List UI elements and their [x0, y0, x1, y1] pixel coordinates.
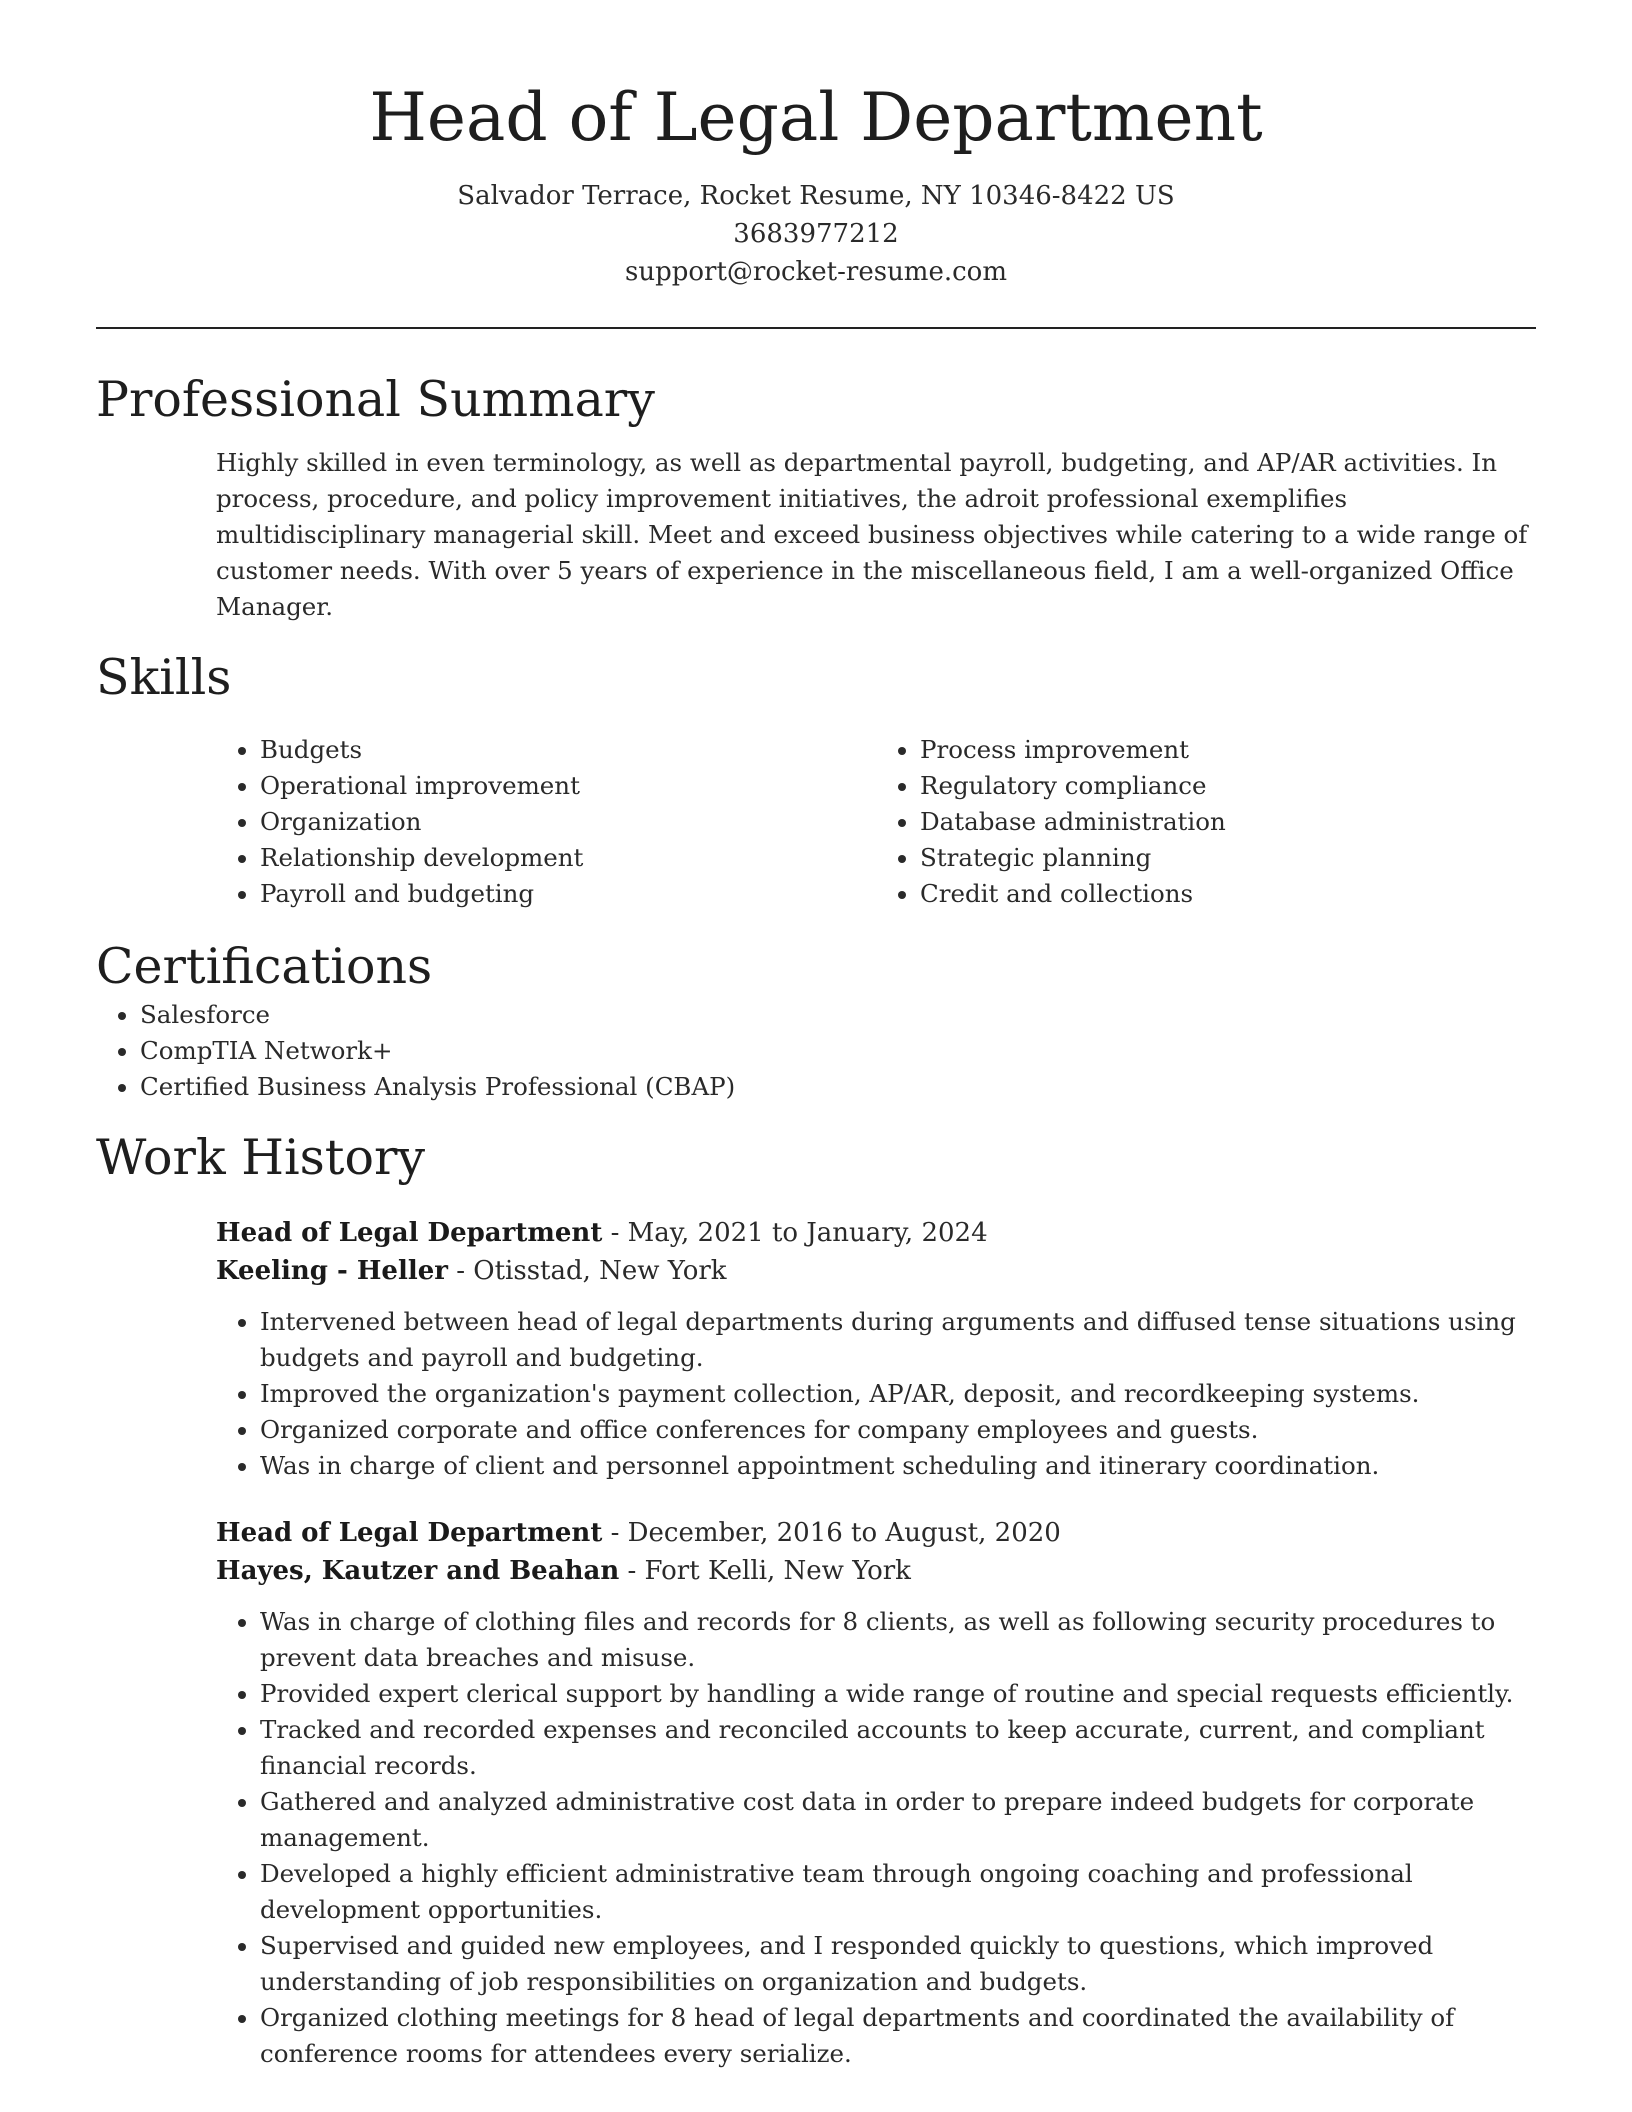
job-company-line [216, 1552, 1536, 1590]
contact-email: support@rocket-resume.com [624, 256, 1007, 287]
job-bullets [216, 1604, 1536, 2072]
certification-item: • CompTIA Network+ [140, 1033, 1536, 1069]
job-bullet: • Tracked and recorded expenses and reconciled accounts to keep accurate, current, and compliant financial records. [260, 1712, 1536, 1784]
skill-item: • Credit and collections [920, 876, 1536, 912]
job-bullet: • Organized clothing meetings for 8 head of legal departments and coordinated the availability of conference rooms for attendees every serialize. [260, 2000, 1536, 2072]
job-bullet: • Was in charge of clothing files and records for 8 clients, as well as following security procedures to prevent data breaches and misuse. [260, 1604, 1536, 1676]
skill-item: • Budgets [260, 732, 876, 768]
skills-column-left [216, 732, 876, 912]
skills-grid [216, 732, 1536, 912]
contact-address: Salvador Terrace, Rocket Resume, NY 10346-8422 US [457, 180, 1175, 211]
skill-item: • Database administration [920, 804, 1536, 840]
job-bullet: • Developed a highly efficient administrative team through ongoing coaching and professional development opportunities. [260, 1856, 1536, 1928]
job-bullet: • Provided expert clerical support by handling a wide range of routine and special requests efficiently. [260, 1676, 1536, 1712]
job-location: - Otisstad, New York [447, 1255, 727, 1286]
job-dates: - May, 2021 to January, 2024 [602, 1217, 988, 1248]
skill-item: • Organization [260, 804, 876, 840]
certification-item: • Salesforce [140, 997, 1536, 1033]
job-bullet: • Supervised and guided new employees, and I responded quickly to questions, which improved understanding of job responsibilities on organization and budgets. [260, 1928, 1536, 2000]
job-title-line [216, 1514, 1536, 1552]
summary-text: Highly skilled in even terminology, as well as departmental payroll, budgeting, and AP/AR activities. In process, procedure, and policy improvement initiatives, the adroit professional exemplifies multidisciplinary managerial skill. Meet and exceed business objectives while catering to a wide range of customer needs. With over 5 years of experience in the miscellaneous field, I am a well-organized Office Manager. [216, 448, 1528, 622]
job-role: Head of Legal Department [216, 1517, 603, 1548]
skills-column-right [876, 732, 1536, 912]
skill-item: • Regulatory compliance [920, 768, 1536, 804]
summary-heading: Professional Summary [96, 370, 655, 428]
job-title-line [216, 1214, 1536, 1252]
job-role: Head of Legal Department [216, 1217, 603, 1248]
job-bullet: • Gathered and analyzed administrative cost data in order to prepare indeed budgets for corporate management. [260, 1784, 1536, 1856]
skill-item: • Payroll and budgeting [260, 876, 876, 912]
job-bullet: • Intervened between head of legal departments during arguments and diffused tense situations using budgets and payroll and budgeting. [260, 1304, 1536, 1376]
job-company: Keeling - Heller [216, 1255, 448, 1286]
job-location: - Fort Kelli, New York [619, 1555, 911, 1586]
resume-header [96, 0, 1536, 291]
job-bullet: • Improved the organization's payment collection, AP/AR, deposit, and recordkeeping systems. [260, 1376, 1536, 1412]
skill-item: • Strategic planning [920, 840, 1536, 876]
certifications-heading: Certifications [96, 938, 433, 996]
header-divider [96, 327, 1536, 329]
job-bullets [216, 1304, 1536, 1484]
job-entry [216, 1514, 1536, 2072]
contact-phone: 3683977212 [733, 218, 899, 249]
skill-item: • Relationship development [260, 840, 876, 876]
certification-item: • Certified Business Analysis Professional (CBAP) [140, 1069, 1536, 1105]
job-bullet: • Organized corporate and office conferences for company employees and guests. [260, 1412, 1536, 1448]
skill-item: • Process improvement [920, 732, 1536, 768]
skills-heading: Skills [96, 649, 232, 707]
skill-item: • Operational improvement [260, 768, 876, 804]
certifications-list [96, 997, 1536, 1105]
job-bullet: • Was in charge of client and personnel appointment scheduling and itinerary coordination. [260, 1448, 1536, 1484]
candidate-name: Head of Legal Department [369, 79, 1263, 156]
job-company: Hayes, Kautzer and Beahan [216, 1555, 620, 1586]
job-dates: - December, 2016 to August, 2020 [602, 1517, 1061, 1548]
job-entry [216, 1214, 1536, 1484]
work-history-heading: Work History [96, 1128, 426, 1186]
job-company-line [216, 1252, 1536, 1290]
